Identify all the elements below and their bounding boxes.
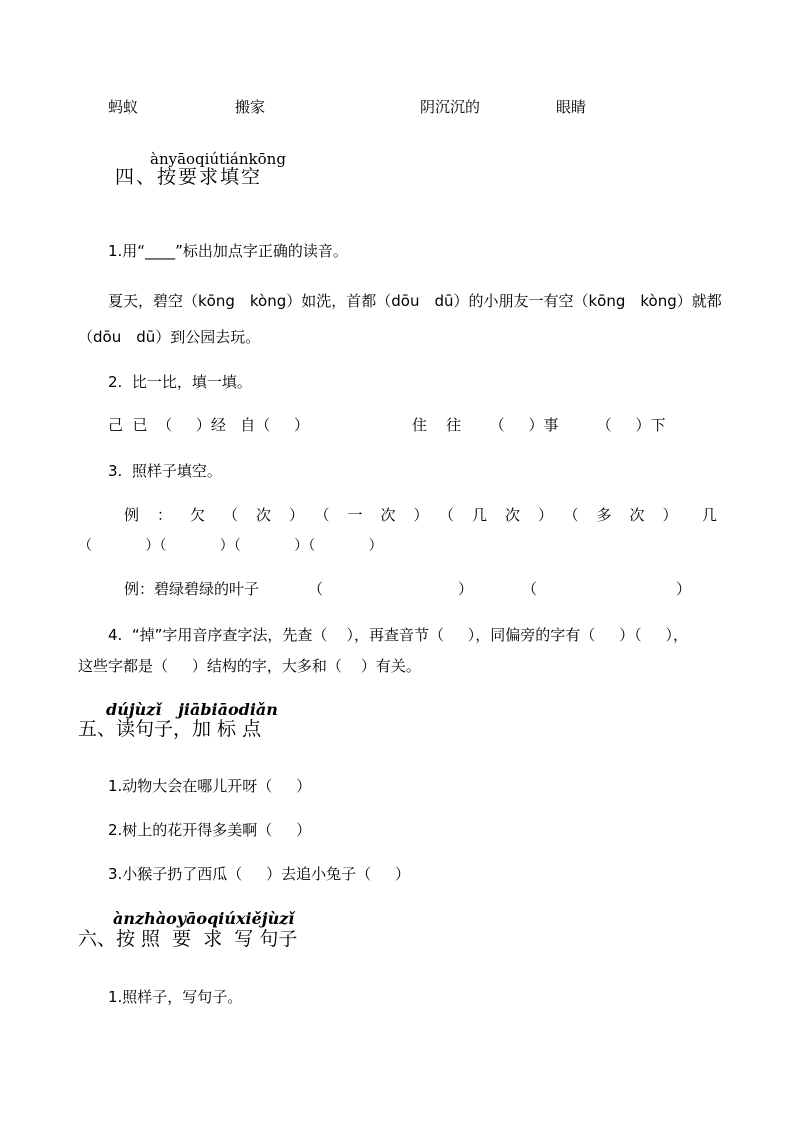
word-move-house: 搬家: [235, 98, 266, 116]
word-overcast: 阴沉沉的: [420, 98, 481, 116]
q3-example2-paren-open-a: （: [308, 580, 324, 598]
q2-right-group: 住 往 （ ）事 （ ）下: [412, 416, 666, 434]
q3-example2-paren-close-a: ）: [458, 580, 474, 598]
q3-example1-char: 几: [702, 506, 718, 524]
word-ants: 蚂蚁: [108, 98, 139, 116]
section5-item-2: 2.树上的花开得多美啊（ ）: [108, 821, 312, 839]
section6-item-1: 1.照样子，写句子。: [108, 988, 243, 1006]
q1-text-line1: 夏天，碧空（kōng kòng）如洗，首都（dōu dū）的小朋友一有空（kōng kòng）就都: [108, 292, 722, 310]
section5-item-3: 3.小猴子扔了西瓜（ ）去追小兔子（ ）: [108, 865, 410, 883]
q4-line1: 4. “掉”字用音序查字法，先查（ ），再查音节（ ），同偏旁的字有（ ）（ ），: [108, 626, 688, 644]
q1-text-line2: （dōu dū）到公园去玩。: [78, 328, 261, 346]
q3-example2: 例：碧绿碧绿的叶子: [124, 580, 260, 598]
section6-title: 六、按 照 要 求 写 句子: [78, 928, 298, 950]
q3-example2-paren-close-b: ）: [676, 580, 692, 598]
q1-label: 1.用“____”标出加点字正确的读音。: [108, 242, 348, 260]
q3-example1-blanks: （ ）（ ）（ ）（ ）: [78, 538, 383, 554]
q2-left-group: 己 已 （ ）经 自（ ）: [108, 416, 310, 434]
section5-title: 五、读句子，加 标 点: [78, 718, 262, 740]
q2-label: 2. 比一比，填一填。: [108, 373, 252, 391]
q3-example2-paren-open-b: （: [522, 580, 538, 598]
word-eyes: 眼睛: [556, 98, 587, 116]
q3-example1: 例：欠（次）（一次）（几次）（多次）: [124, 506, 696, 524]
section5-pinyin: dújùzǐ jiābiāodiǎn: [106, 700, 278, 719]
section4-title: 四、按要求填空: [115, 166, 263, 188]
section4-pinyin: ànyāoqiútiánkōng: [150, 150, 286, 168]
q3-label: 3. 照样子填空。: [108, 462, 222, 480]
section5-item-1: 1.动物大会在哪儿开呀（ ）: [108, 777, 312, 795]
section6-pinyin: ànzhàoyāoqiúxiějùzǐ: [113, 909, 295, 928]
q4-line2: 这些字都是（ ）结构的字，大多和（ ）有关。: [78, 657, 421, 675]
